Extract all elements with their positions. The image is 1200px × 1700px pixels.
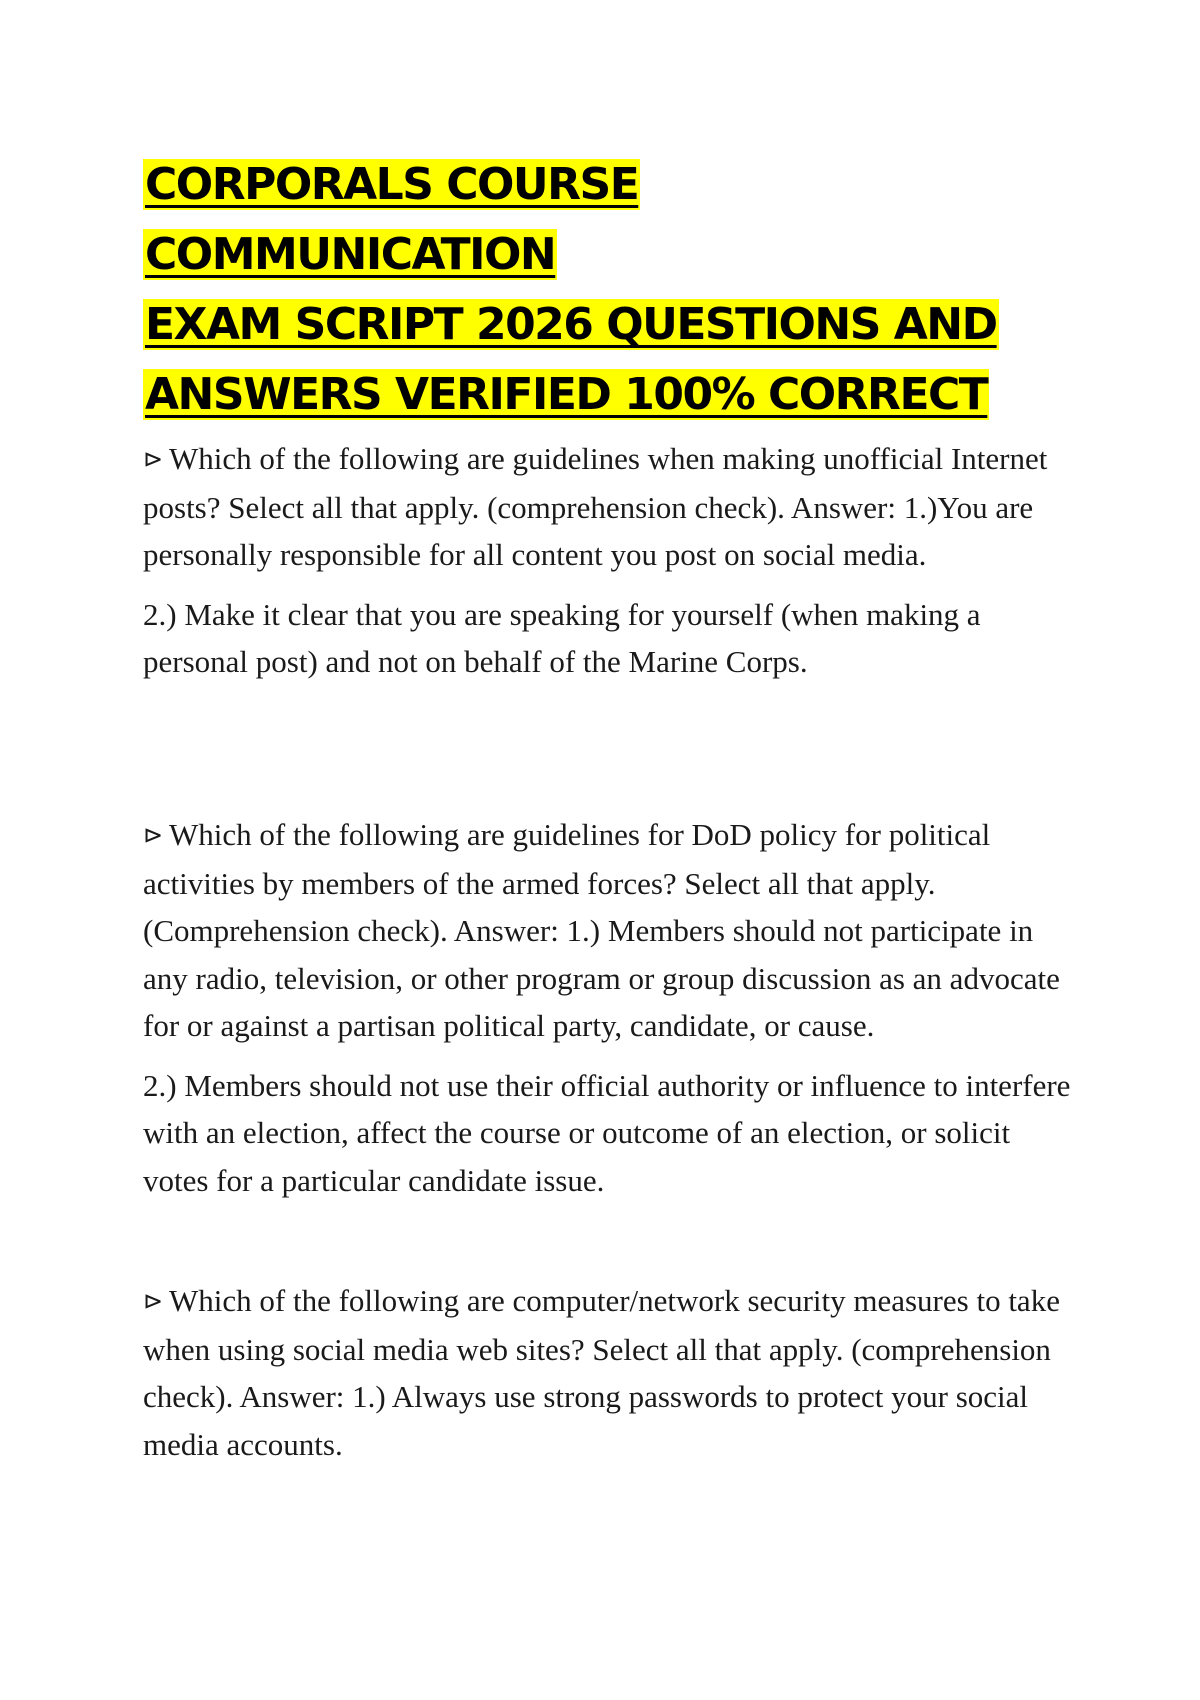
question-text (143, 1277, 1073, 1468)
arrow-bullet-icon: ⊳ (143, 821, 164, 849)
arrow-bullet-icon: ⊳ (143, 1287, 164, 1315)
document-title (143, 150, 1063, 430)
title-line-3: ANSWERS VERIFIED 100% CORRECT (145, 369, 988, 420)
arrow-bullet-icon: ⊳ (143, 445, 164, 473)
qa-item-1 (143, 435, 1073, 686)
question-body: Which of the following are computer/network security measures to take when using social media web sites? Select all that apply. (comprehension check). Answer: 1.) Always use strong passwords to protect your social media accounts. (143, 1283, 1060, 1462)
qa-item-3 (143, 1277, 1073, 1468)
question-body: Which of the following are guidelines when making unofficial Internet posts? Select all that apply. (comprehension check). Answer: 1.)You are personally responsible for all content you post on social media. (143, 441, 1048, 572)
answer-text: 2.) Members should not use their official authority or influence to interfere with an election, affect the course or outcome of an election, or solicit votes for a particular candidate issue. (143, 1067, 1071, 1198)
question-body: Which of the following are guidelines for DoD policy for political activities by members of the armed forces? Select all that apply. (Comprehension check). Answer: 1.) Members should not participate in any radio, television, or other program or group discussion as an advocate for or against a partisan political party, candidate, or cause. (143, 817, 1060, 1043)
answer-text: 2.) Make it clear that you are speaking for yourself (when making a personal post) and not on behalf of the Marine Corps. (143, 596, 981, 679)
qa-item-2 (143, 811, 1073, 1204)
question-text (143, 811, 1073, 1050)
title-line-1: CORPORALS COURSE COMMUNICATION (145, 159, 639, 280)
title-line-2: EXAM SCRIPT 2026 QUESTIONS AND (145, 299, 997, 350)
question-text (143, 435, 1073, 579)
